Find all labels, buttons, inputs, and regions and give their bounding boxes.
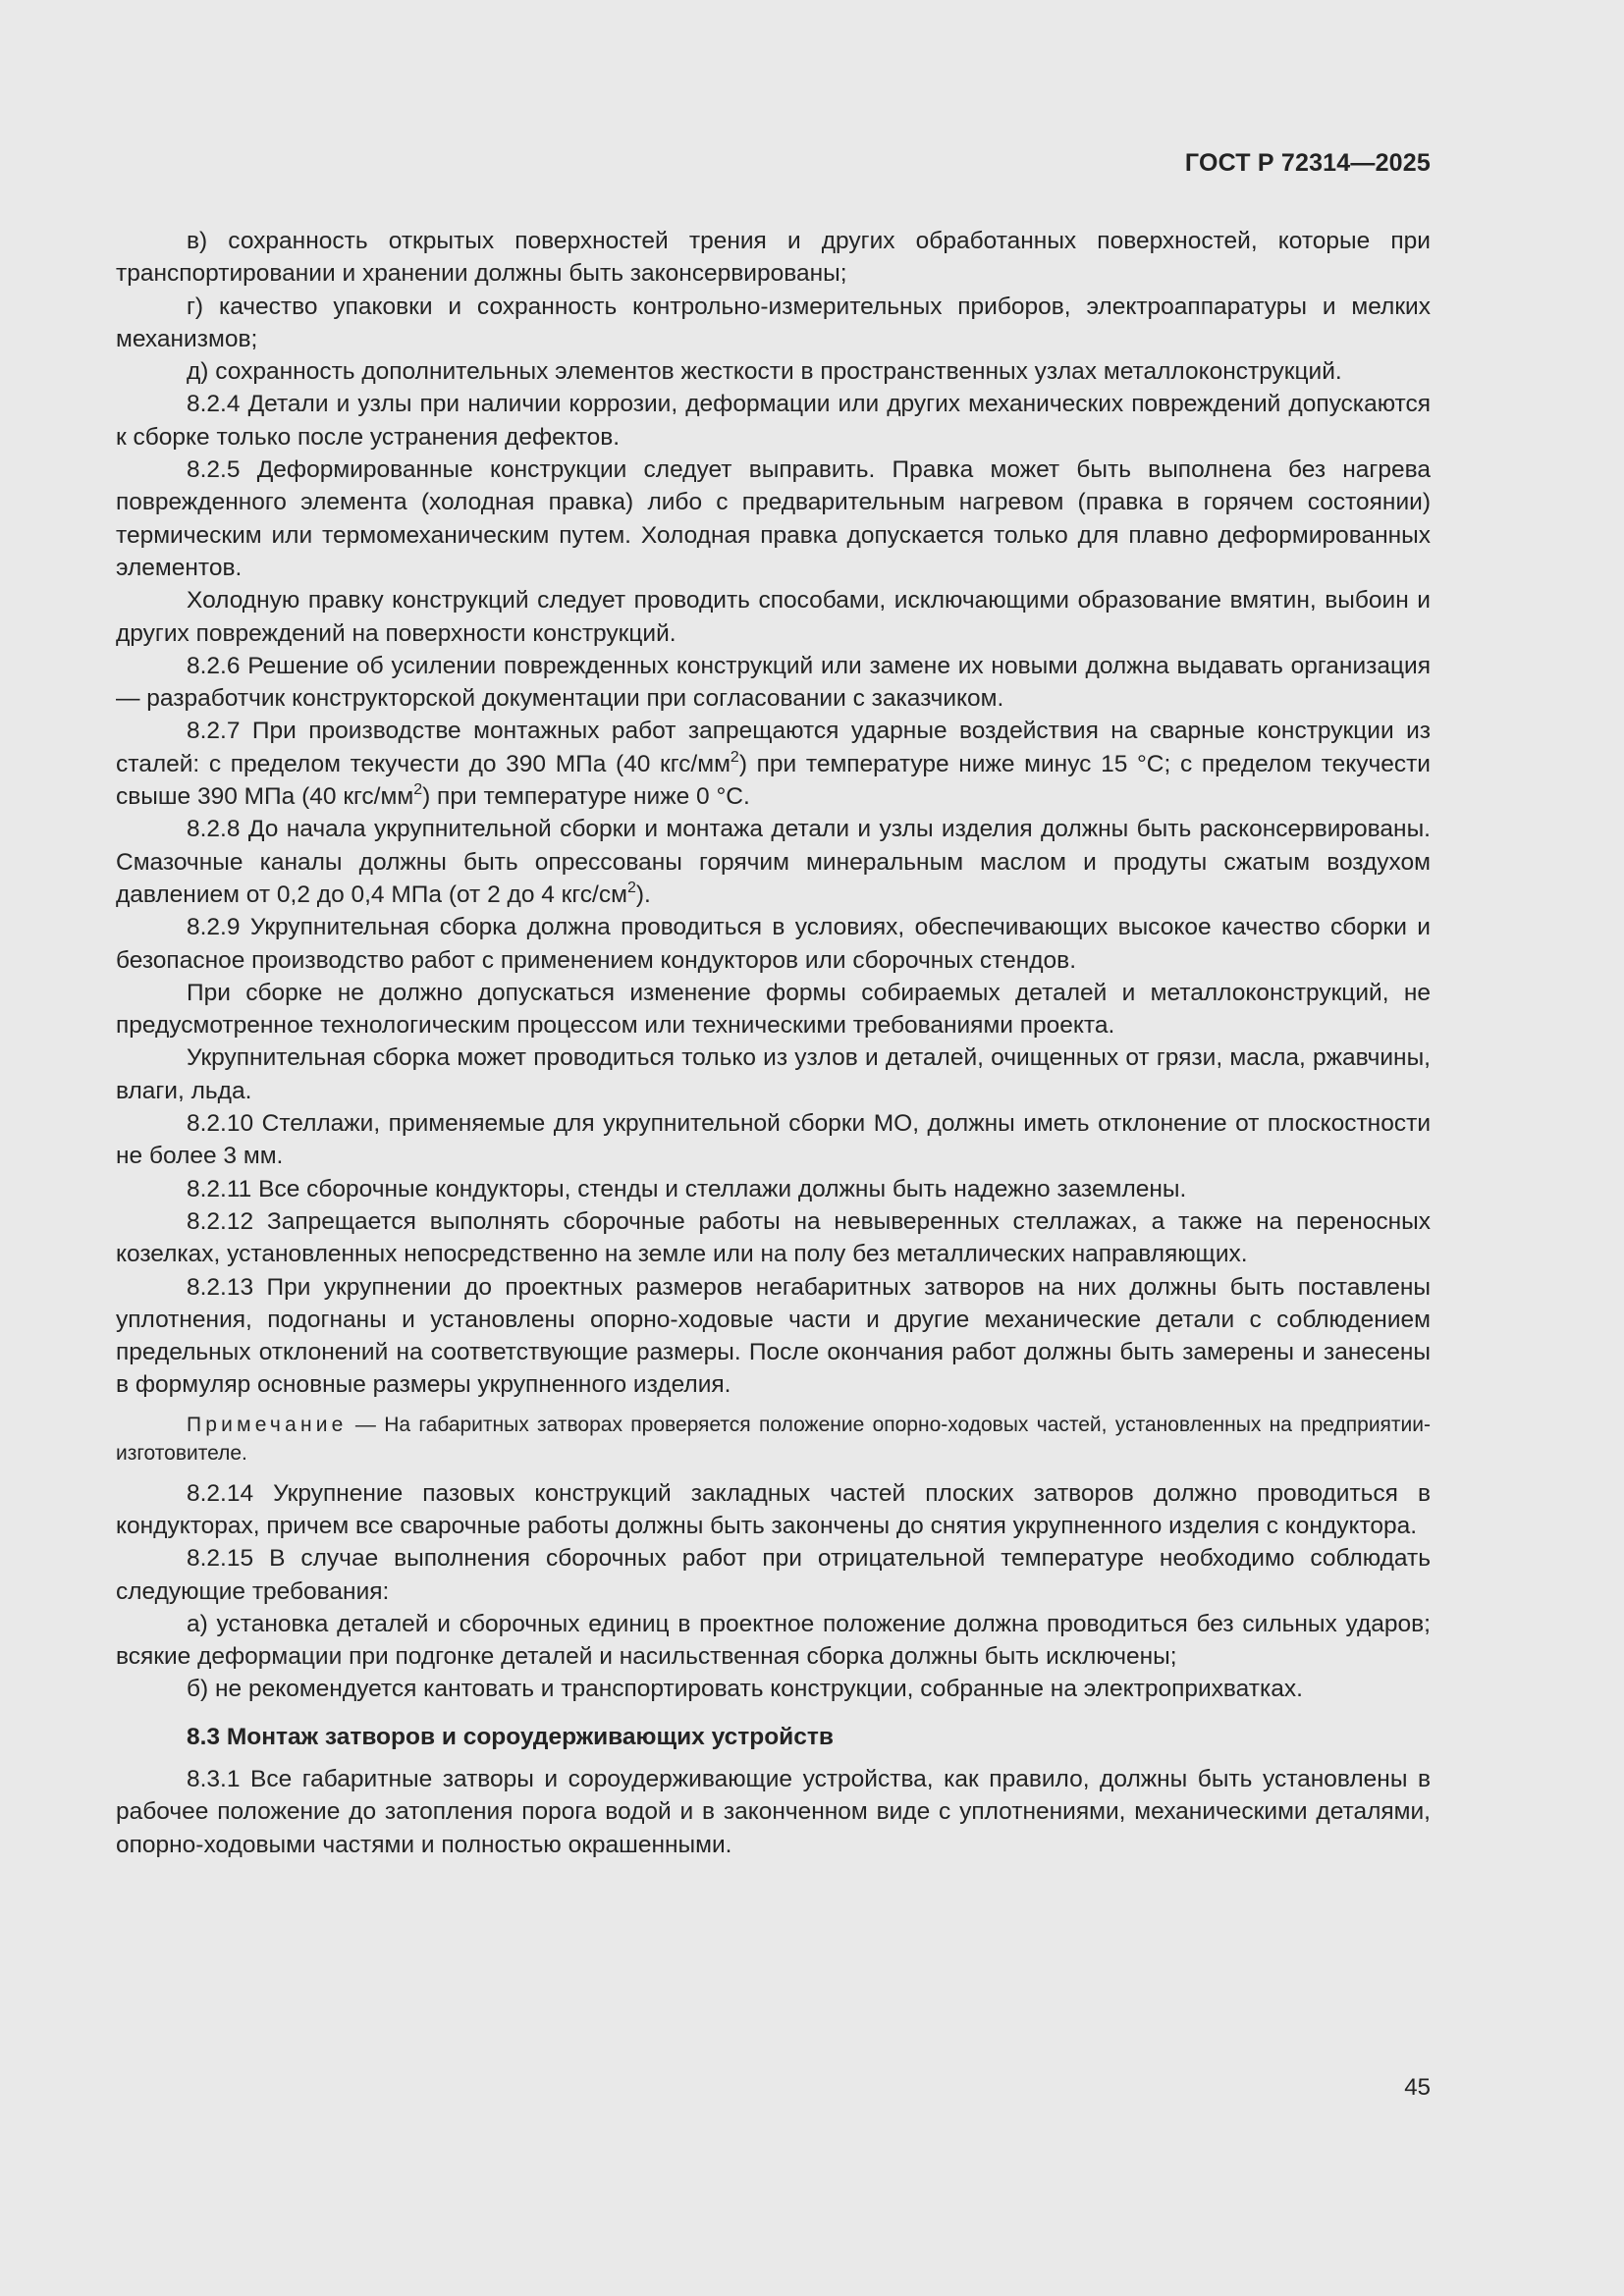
paragraph-8-2-5: 8.2.5 Деформированные конструкции следует выправить. Правка может быть выполнена без нагрева поврежденного элемента (холодная правка) либо с предварительным нагревом (правка в горячем состоянии) термическим или термомеханическим путем. Холодная правка допускается только для плавно деформированных элементов. — [116, 456, 1431, 581]
note-label: Примечание — [187, 1413, 348, 1436]
paragraph-8-2-8-part-b: ). — [635, 881, 651, 908]
document-body — [116, 225, 1431, 1861]
superscript-2: 2 — [730, 748, 739, 766]
paragraph-shape-change: При сборке не должно допускаться изменение формы собираемых деталей и металлоконструкций, не предусмотренное технологическим процессом или техническими требованиями проекта. — [116, 979, 1431, 1040]
paragraph-8-2-12: 8.2.12 Запрещается выполнять сборочные работы на невыверенных стеллажах, а также на переносных козелках, установленных непосредственно на земле или на полу без металлических направляющих. — [116, 1207, 1431, 1268]
paragraph-8-2-14: 8.2.14 Укрупнение пазовых конструкций закладных частей плоских затворов должно проводиться в кондукторах, причем все сварочные работы должны быть закончены до снятия укрупненного изделия с кондуктора. — [116, 1479, 1431, 1539]
paragraph-8-2-7-part-a: 8.2.7 При производстве монтажных работ запрещаются ударные воздействия на сварные конструкции из сталей: с пределом текучести до 390 МПа (40 кгс/мм — [116, 718, 1431, 777]
paragraph-cold-straightening: Холодную правку конструкций следует проводить способами, исключающими образование вмятин, выбоин и других повреждений на поверхности конструкций. — [116, 587, 1431, 647]
note-text: — На габаритных затворах проверяется положение опорно-ходовых частей, установленных на предприятии-изготовителе. — [116, 1413, 1431, 1465]
paragraph-item-v: в) сохранность открытых поверхностей трения и других обработанных поверхностей, которые при транспортировании и хранении должны быть законсервированы; — [116, 228, 1431, 288]
paragraph-8-2-7-part-b: ) при температуре ниже минус 15 °С; с пределом текучести свыше 390 МПа (40 кгс/мм — [116, 750, 1431, 811]
superscript-2: 2 — [413, 781, 423, 799]
paragraph-item-a: а) установка деталей и сборочных единиц в проектное положение должна проводиться без сильных ударов; всякие деформации при подгонке деталей и насильственная сборка должны быть исключены; — [116, 1610, 1431, 1671]
note — [116, 1411, 1431, 1468]
paragraph-8-2-7-part-c: ) при температуре ниже 0 °С. — [422, 783, 750, 811]
paragraph-item-d: д) сохранность дополнительных элементов жесткости в пространственных узлах металлоконструкций. — [187, 358, 1342, 386]
paragraph-item-b: б) не рекомендуется кантовать и транспортировать конструкции, собранные на электроприхватках. — [187, 1676, 1303, 1703]
paragraph-item-g: г) качество упаковки и сохранность контрольно-измерительных приборов, электроаппаратуры и мелких механизмов; — [116, 293, 1431, 352]
paragraph-8-3-1: 8.3.1 Все габаритные затворы и сороудерживающие устройства, как правило, должны быть установлены в рабочее положение до затопления порога водой и в законченном виде с уплотнениями, механическими деталями, опорно-ходовыми частями и полностью окрашенными. — [116, 1766, 1431, 1858]
paragraph-8-2-13: 8.2.13 При укрупнении до проектных размеров негабаритных затворов на них должны быть поставлены уплотнения, подогнаны и установлены опорно-ходовые части и другие механические детали с соблюдением предельных отклонений на соответствующие размеры. После окончания работ должны быть замерены и занесены в формуляр основные размеры укрупненного изделия. — [116, 1273, 1431, 1399]
superscript-2: 2 — [626, 879, 636, 896]
page-number: 45 — [1404, 2074, 1431, 2101]
paragraph-8-2-15: 8.2.15 В случае выполнения сборочных работ при отрицательной температуре необходимо соблюдать следующие требования: — [116, 1545, 1431, 1605]
paragraph-8-2-8-part-a: 8.2.8 До начала укрупнительной сборки и монтажа детали и узлы изделия должны быть расконсервированы. Смазочные каналы должны быть опрессованы горячим минеральным маслом и продуты сжатым воздухом давлением от 0,2 до 0,4 МПа (от 2 до 4 кгс/см — [116, 816, 1431, 908]
paragraph-8-2-7 — [116, 715, 1431, 813]
paragraph-8-2-4: 8.2.4 Детали и узлы при наличии коррозии, деформации или других механических повреждений допускаются к сборке только после устранения дефектов. — [116, 391, 1431, 451]
paragraph-clean-parts: Укрупнительная сборка может проводиться только из узлов и деталей, очищенных от грязи, масла, ржавчины, влаги, льда. — [116, 1044, 1431, 1104]
paragraph-8-2-8 — [116, 813, 1431, 911]
paragraph-8-2-6: 8.2.6 Решение об усилении поврежденных конструкций или замене их новыми должна выдавать организация — разработчик конструкторской документации при согласовании с заказчиком. — [116, 652, 1431, 713]
paragraph-8-2-10: 8.2.10 Стеллажи, применяемые для укрупнительной сборки МО, должны иметь отклонение от плоскостности не более 3 мм. — [116, 1110, 1431, 1170]
paragraph-8-2-11: 8.2.11 Все сборочные кондукторы, стенды и стеллажи должны быть надежно заземлены. — [187, 1175, 1187, 1202]
document-header: ГОСТ Р 72314—2025 — [1184, 149, 1431, 177]
paragraph-8-2-9: 8.2.9 Укрупнительная сборка должна проводиться в условиях, обеспечивающих высокое качество сборки и безопасное производство работ с применением кондукторов или сборочных стендов. — [116, 914, 1431, 974]
section-title-8-3: 8.3 Монтаж затворов и сороудерживающих устройств — [187, 1723, 834, 1750]
